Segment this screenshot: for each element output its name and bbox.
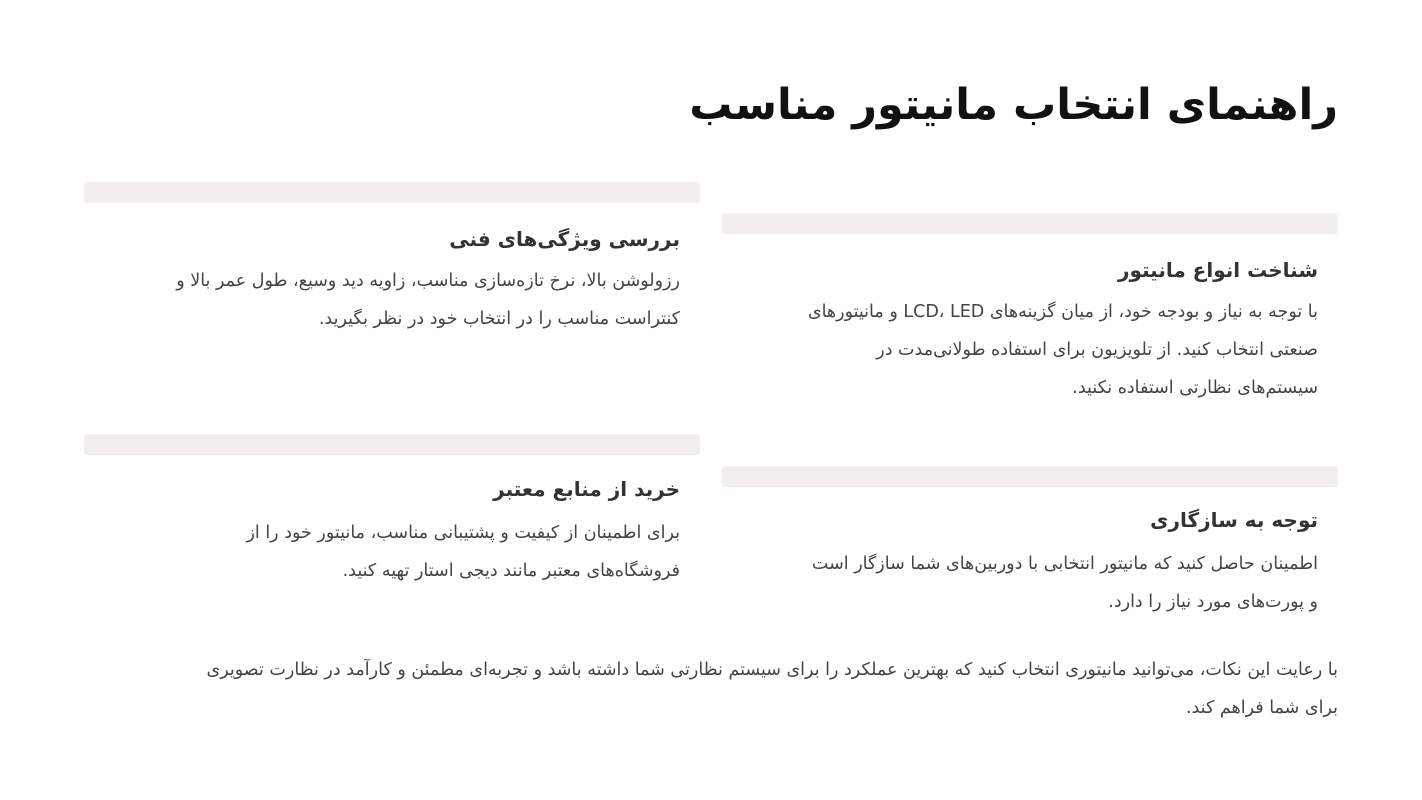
text-line: رزولوشن بالا، نرخ تازه‌سازی مناسب، زاویه دید وسیع، طول عمر بالا و <box>176 271 680 291</box>
conclusion-text <box>207 651 1338 727</box>
card-text <box>176 262 680 338</box>
card-technical-features <box>84 182 700 329</box>
card-text <box>812 545 1318 621</box>
text-line: فروشگاه‌های معتبر مانند دیجی استار تهیه کنید. <box>342 561 680 581</box>
text-line: برای شما فراهم کند. <box>1185 698 1338 718</box>
card-heading: توجه به سازگاری <box>1150 508 1318 532</box>
card-accent-bar <box>722 213 1338 234</box>
card-compatibility <box>722 466 1338 612</box>
card-monitor-types <box>722 213 1338 398</box>
card-heading: خرید از منابع معتبر <box>493 477 680 501</box>
text-line: صنعتی انتخاب کنید. از تلویزیون برای استفاده طولانی‌مدت در <box>876 340 1318 360</box>
text-line: با رعایت این نکات، می‌توانید مانیتوری انتخاب کنید که بهترین عملکرد را برای سیستم نظارتی شما داشته باشد و تجربه‌ای مطمئن و کارآمد در نظارت تصویری <box>206 660 1338 680</box>
card-accent-bar <box>84 434 700 455</box>
text-line: برای اطمینان از کیفیت و پشتیبانی مناسب، مانیتور خود را از <box>246 523 680 543</box>
text-line: و پورت‌های مورد نیاز را دارد. <box>1108 592 1318 612</box>
card-heading: شناخت انواع مانیتور <box>1117 258 1318 282</box>
card-trusted-sources <box>84 434 700 581</box>
text-line: با توجه به نیاز و بودجه خود، از میان گزینه‌های LCD، LED و مانیتورهای <box>807 302 1318 322</box>
text-line: کنتراست مناسب را در انتخاب خود در نظر بگیرید. <box>318 309 680 329</box>
card-text <box>808 293 1318 407</box>
card-accent-bar <box>722 466 1338 487</box>
page-title: راهنمای انتخاب مانیتور مناسب <box>689 80 1338 130</box>
text-line: اطمینان حاصل کنید که مانیتور انتخابی با دوربین‌های شما سازگار است <box>811 554 1318 574</box>
card-heading: بررسی ویژگی‌های فنی <box>449 227 680 251</box>
card-accent-bar <box>84 182 700 203</box>
card-text <box>246 514 680 590</box>
text-line: سیستم‌های نظارتی استفاده نکنید. <box>1072 378 1318 398</box>
